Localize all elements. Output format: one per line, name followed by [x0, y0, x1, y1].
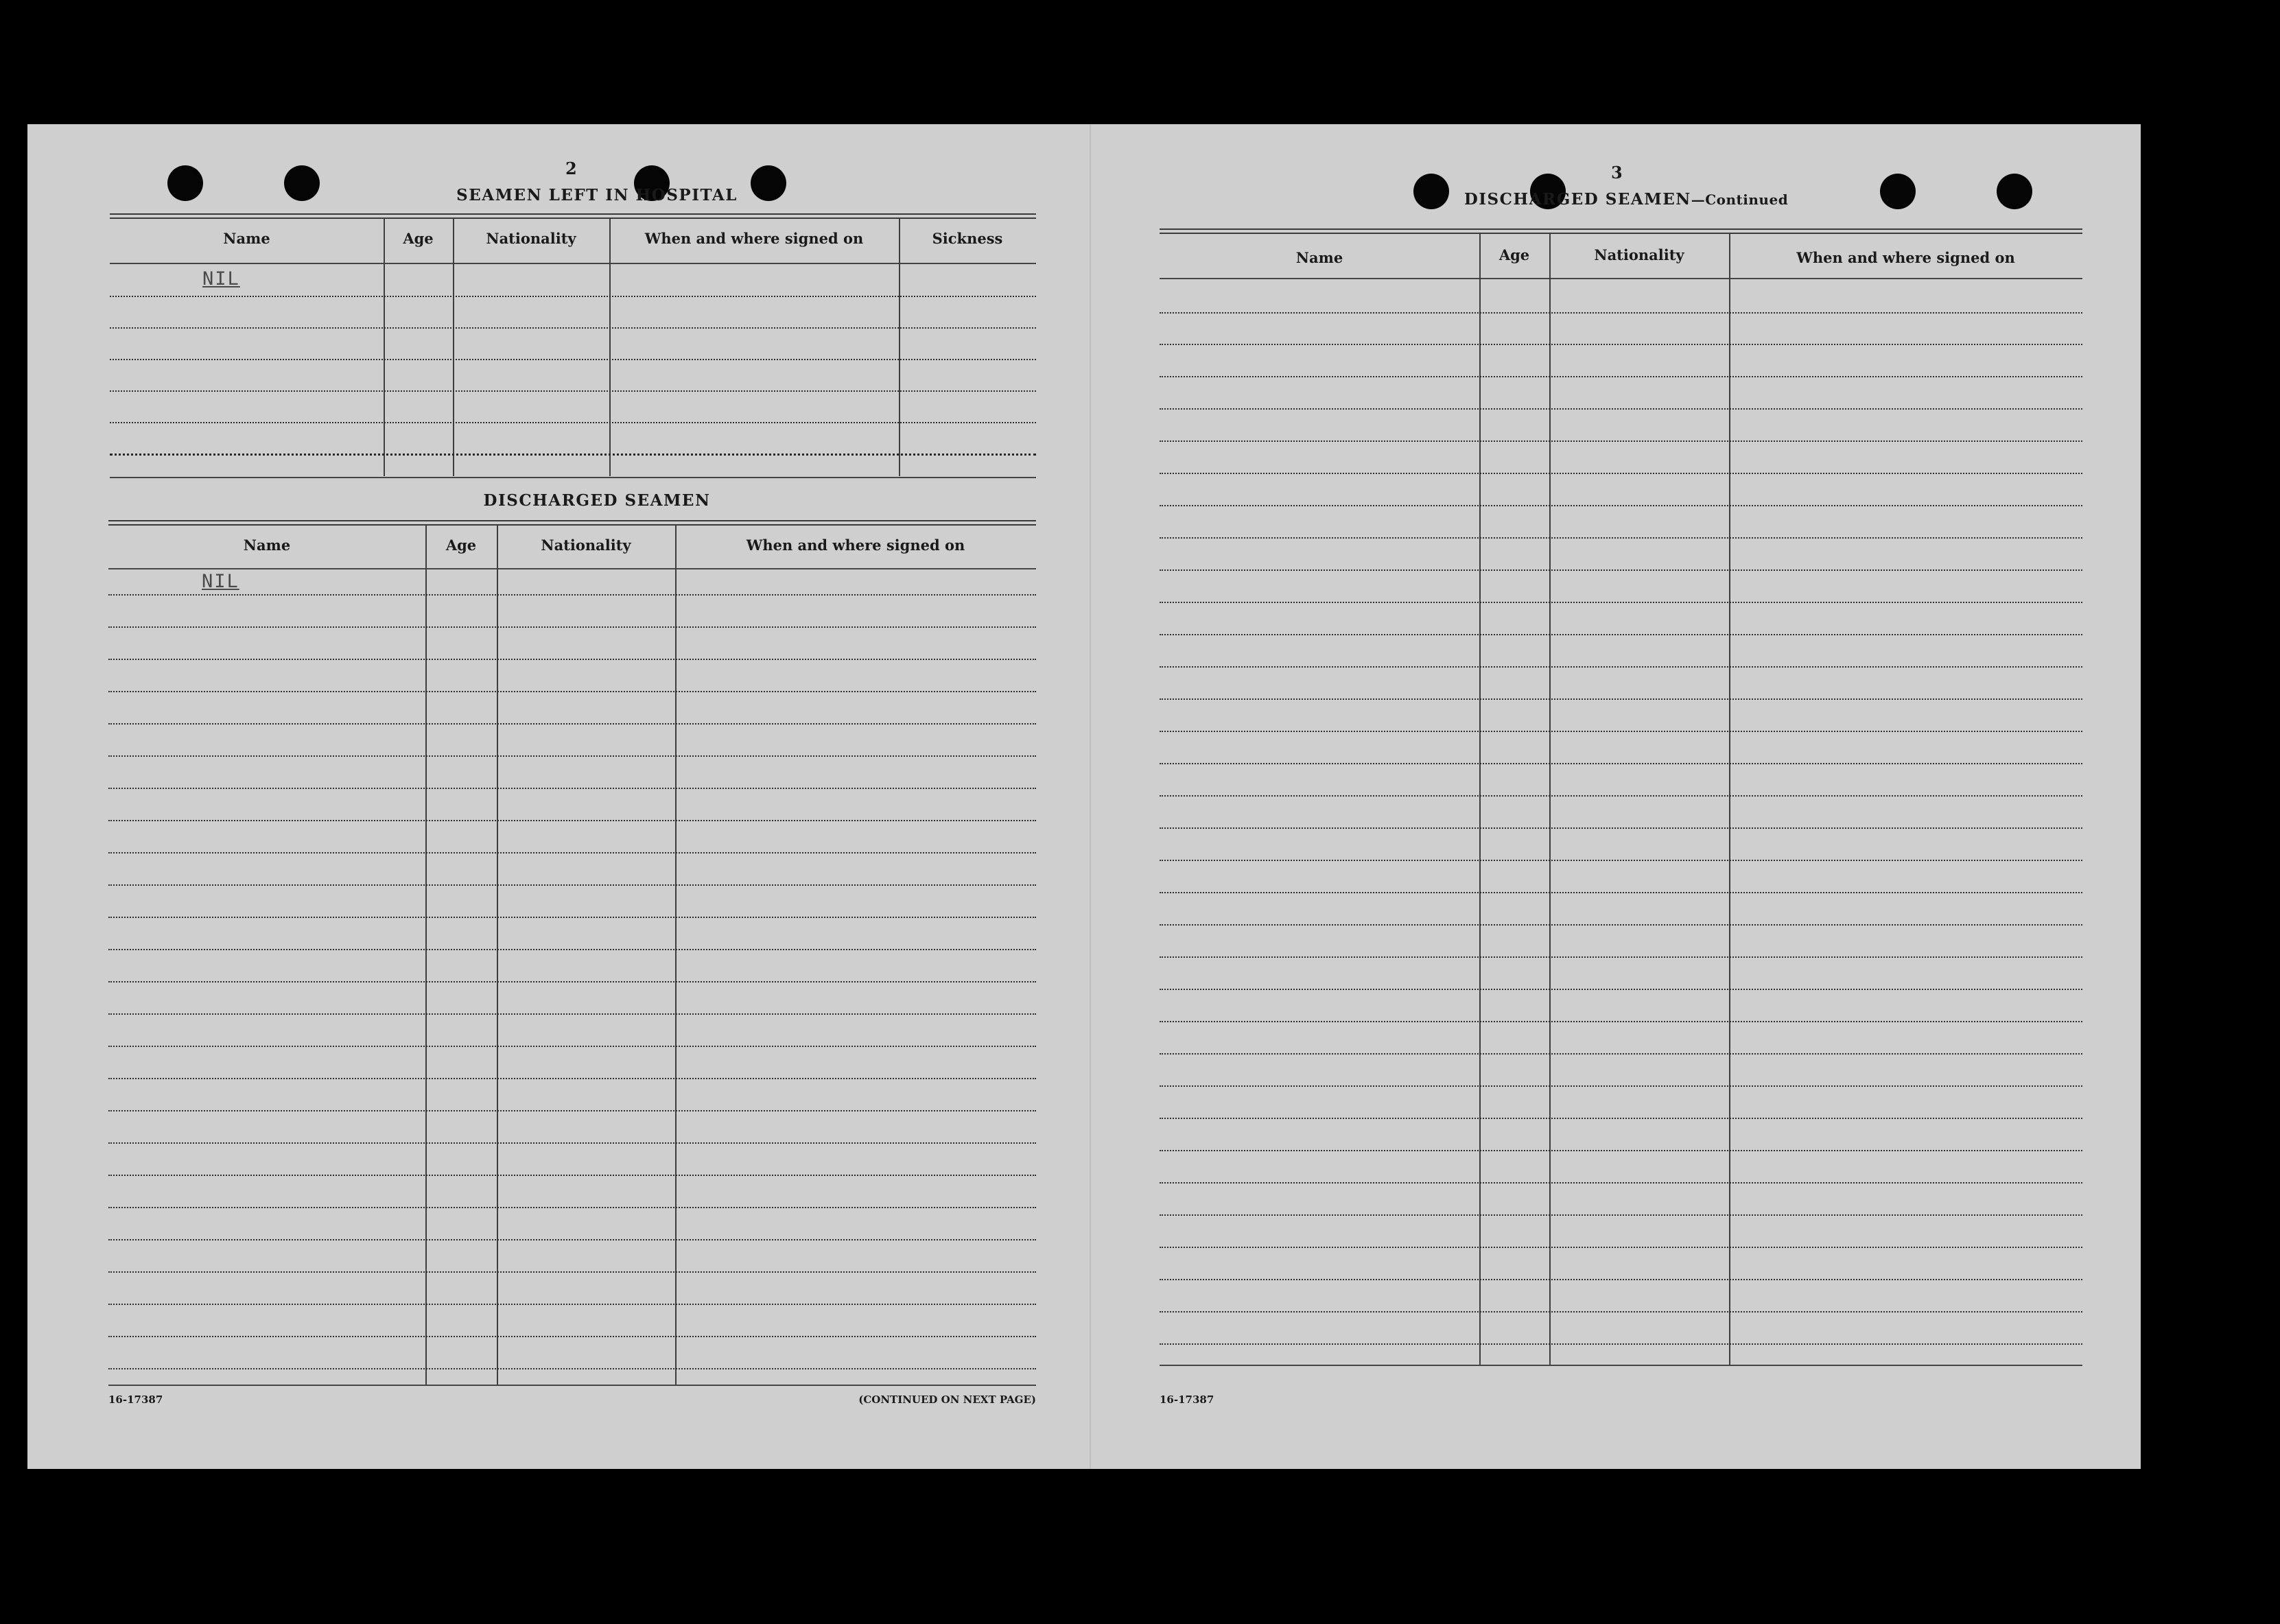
column-header-signed-on: When and where signed on: [1796, 249, 2015, 266]
punch-hole: [167, 165, 203, 201]
title-main: DISCHARGED SEAMEN: [1464, 190, 1691, 209]
document-sheet: [27, 124, 2141, 1469]
column-header-sickness: Sickness: [932, 230, 1003, 247]
column-header-name: Name: [243, 537, 291, 554]
column-header-age: Age: [1499, 246, 1530, 263]
right-page: [1091, 124, 2141, 1469]
discharged-continued-table: [1160, 228, 2082, 1367]
column-header-age: Age: [445, 537, 477, 554]
column-header-age: Age: [403, 230, 434, 247]
column-header-signed-on: When and where signed on: [644, 230, 864, 247]
discharged-table: [108, 520, 1036, 1386]
title-suffix: —Continued: [1691, 191, 1789, 208]
column-header-name: Name: [1295, 249, 1343, 266]
typed-entry-nil: NIL: [202, 268, 240, 290]
hospital-section-title: SEAMEN LEFT IN HOSPITAL: [456, 186, 738, 204]
left-page: [27, 124, 1091, 1469]
column-header-nationality: Nationality: [1594, 246, 1684, 263]
page-number: 2: [565, 158, 577, 178]
column-header-nationality: Nationality: [486, 230, 576, 247]
punch-hole: [284, 165, 320, 201]
column-header-nationality: Nationality: [541, 537, 631, 554]
form-number: 16-17387: [1160, 1393, 1214, 1406]
hospital-table: [110, 213, 1036, 481]
continued-note: (CONTINUED ON NEXT PAGE): [858, 1393, 1036, 1406]
page-number: 3: [1611, 163, 1623, 183]
column-header-signed-on: When and where signed on: [746, 537, 965, 554]
typed-entry-nil: NIL: [202, 571, 239, 592]
punch-hole: [1997, 174, 2032, 209]
column-header-name: Name: [223, 230, 270, 247]
right-page-title: [1365, 190, 1887, 209]
form-number: 16-17387: [108, 1393, 163, 1406]
discharged-section-title: DISCHARGED SEAMEN: [483, 491, 711, 510]
